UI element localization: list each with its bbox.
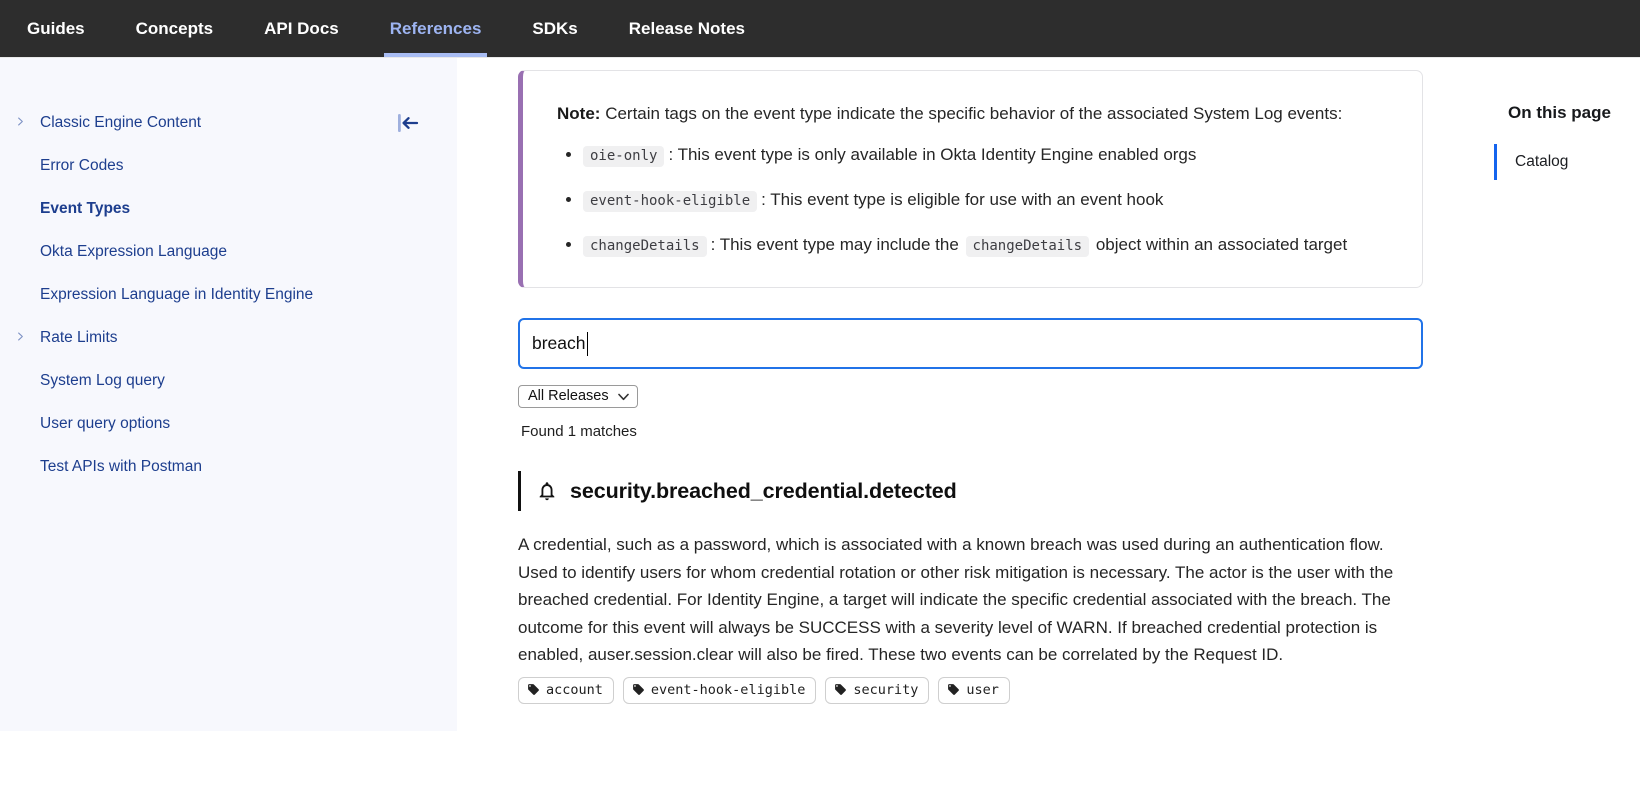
sidebar-item-system-log-query[interactable] (0, 359, 457, 402)
sidebar-item-rate-limits[interactable] (0, 316, 457, 359)
sidebar-item-label: Okta Expression Language (40, 243, 227, 260)
sidebar-item-expression-language-in-identity-engine[interactable] (0, 273, 457, 316)
nav-item-guides[interactable]: Guides (27, 18, 85, 38)
bell-icon (536, 480, 558, 502)
tag-label: security (853, 681, 919, 698)
sidebar-item-label: System Log query (40, 372, 165, 389)
bullet-text: : This event type may include the (710, 235, 964, 254)
tag-label: event-hook-eligible (650, 681, 806, 698)
event-tag-account (518, 677, 614, 704)
event-title: security.breached_credential.detected (570, 478, 957, 503)
toc-list (1494, 144, 1640, 180)
bullet-text: : This event type is eligible for use with an event hook (761, 190, 1164, 209)
sidebar-item-label: Error Codes (40, 157, 124, 174)
nav-item-api-docs[interactable]: API Docs (264, 18, 339, 38)
release-filter-select[interactable] (518, 385, 638, 408)
event-tag-user (938, 677, 1010, 704)
note-label: Note: (557, 104, 601, 123)
sidebar-item-label: Event Types (40, 200, 131, 217)
main-content (518, 57, 1423, 704)
note-bullet-list (557, 140, 1392, 261)
toc-item-catalog[interactable]: Catalog (1494, 144, 1640, 180)
tag-icon (632, 683, 645, 696)
tag-label: account (546, 681, 603, 698)
top-nav (0, 0, 1640, 57)
chevron-down-icon (618, 393, 629, 401)
sidebar-item-label: Rate Limits (40, 329, 118, 346)
chevron-right-icon[interactable] (15, 331, 26, 342)
event-heading (518, 471, 1423, 511)
tag-label: user (966, 681, 999, 698)
sidebar-item-label: Test APIs with Postman (40, 458, 202, 475)
nav-item-concepts[interactable]: Concepts (135, 18, 214, 38)
sidebar-item-label: User query options (40, 415, 171, 432)
sidebar-item-classic-engine-content[interactable] (0, 101, 457, 144)
code-chip: oie-only (583, 146, 664, 167)
tag-icon (947, 683, 960, 696)
note-intro: Note: Certain tags on the event type indicate the specific behavior of the associated System Log events: (557, 104, 1343, 123)
bullet-text: : This event type is only available in Okta Identity Engine enabled orgs (668, 145, 1197, 164)
nav-item-release-notes[interactable]: Release Notes (628, 18, 745, 38)
release-filter-value: All Releases (528, 388, 609, 404)
sidebar-item-label: Expression Language in Identity Engine (40, 286, 314, 303)
tag-icon (527, 683, 540, 696)
sidebar-item-test-apis-with-postman[interactable] (0, 445, 457, 488)
nav-item-sdks[interactable]: SDKs (532, 18, 578, 38)
event-tag-security (825, 677, 929, 704)
results-count: Found 1 matches (521, 423, 637, 440)
sidebar-item-error-codes[interactable] (0, 144, 457, 187)
sidebar-item-okta-expression-language[interactable] (0, 230, 457, 273)
sidebar-item-label: Classic Engine Content (40, 114, 202, 131)
sidebar-nav-list (0, 101, 457, 488)
nav-item-references[interactable]: References (390, 0, 482, 57)
bullet-text: object within an associated target (1091, 235, 1348, 254)
toc-title: On this page (1508, 103, 1611, 122)
code-chip: changeDetails (966, 236, 1090, 257)
sidebar-item-user-query-options[interactable] (0, 402, 457, 445)
tag-icon (834, 683, 847, 696)
search-input[interactable] (518, 318, 1423, 369)
tag-list (518, 677, 1423, 704)
code-chip: event-hook-eligible (583, 191, 757, 212)
sidebar (0, 57, 457, 731)
sidebar-item-event-types[interactable] (0, 187, 457, 230)
note-bullet (583, 185, 1392, 216)
code-chip: changeDetails (583, 236, 707, 257)
on-this-page-panel (1494, 103, 1640, 180)
chevron-right-icon[interactable] (15, 116, 26, 127)
text-caret (587, 332, 589, 356)
search-input-value: breach (532, 333, 586, 353)
event-tag-event-hook-eligible (623, 677, 816, 704)
note-callout (518, 70, 1423, 288)
note-bullet (583, 230, 1392, 261)
note-bullet (583, 140, 1392, 171)
event-description: A credential, such as a password, which is associated with a known breach was used during an authentication flow. Used to identify users for whom credential rotation or other risk mitigation is necessary. The actor is the user with the breached credential. For Identity Engine, a target will indicate the specific credential associated with the breach. The outcome for this event will always be SUCCESS with a severity level of WARN. If breached credential protection is enabled, auser.session.clear will also be fired. These two events can be correlated by the Request ID. (518, 535, 1394, 664)
